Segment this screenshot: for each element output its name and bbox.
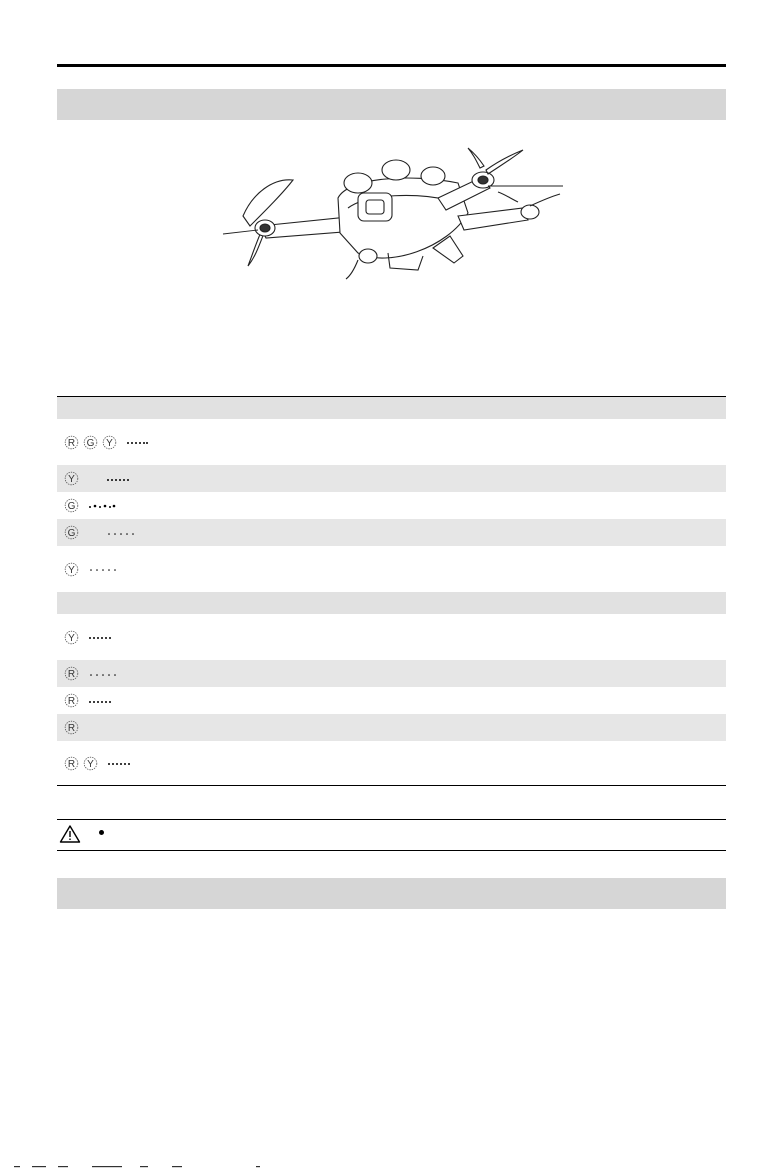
led-letter: Y [87,758,94,770]
led-indicator-icon [82,434,99,451]
blink-pattern [107,759,131,767]
table-row [57,546,726,592]
blink-pattern [88,502,116,510]
led-indicator-icon [63,497,80,514]
led-indicator-icon [63,561,80,578]
table-row [57,660,726,687]
led-letter: G [67,528,76,539]
table-row [57,465,726,492]
blink-pattern [88,697,112,705]
blink-pattern [106,529,136,537]
bullet [99,830,104,835]
top-rule [57,64,726,67]
table-row [57,687,726,714]
table-row [57,614,726,660]
led-letter: G [67,501,76,512]
led-letter: G [86,437,95,449]
aircraft-status-indicator-table [57,396,726,786]
table-row [57,419,726,465]
led-indicator-icon [82,755,99,772]
drone-illustration [218,138,573,280]
led-indicator-icon [101,434,118,451]
led-letter: Y [68,474,75,485]
led-letter: R [67,669,76,680]
blink-pattern [88,670,118,678]
led-letter: R [67,696,76,707]
table-header-normal-states [57,397,726,419]
warning-note [57,819,726,851]
table-row [57,519,726,546]
led-indicator-icon [63,692,80,709]
led-indicator-icon [63,434,80,451]
blink-pattern [106,475,130,483]
led-indicator-icon [63,629,80,646]
led-letter: R [67,437,76,449]
section-header-bar-bottom [57,878,726,909]
blink-pattern [88,633,112,641]
led-indicator-icon [63,719,80,736]
table-header-warning-states [57,592,726,614]
warning-triangle-icon [59,824,81,844]
blink-pattern [126,438,148,446]
led-letter: R [67,758,76,770]
led-indicator-icon [63,665,80,682]
led-indicator-icon [63,755,80,772]
table-row [57,492,726,519]
led-letter: R [67,723,76,734]
drone-line-art [218,138,573,280]
led-indicator-icon [63,470,80,487]
table-row [57,741,726,785]
led-letter: Y [68,632,75,644]
section-header-bar-top [57,89,726,120]
table-row [57,714,726,741]
blink-pattern [88,565,118,573]
led-indicator-icon [63,524,80,541]
scan-edge-marks [0,1156,783,1163]
led-letter: Y [68,564,75,576]
led-letter: Y [106,437,113,449]
